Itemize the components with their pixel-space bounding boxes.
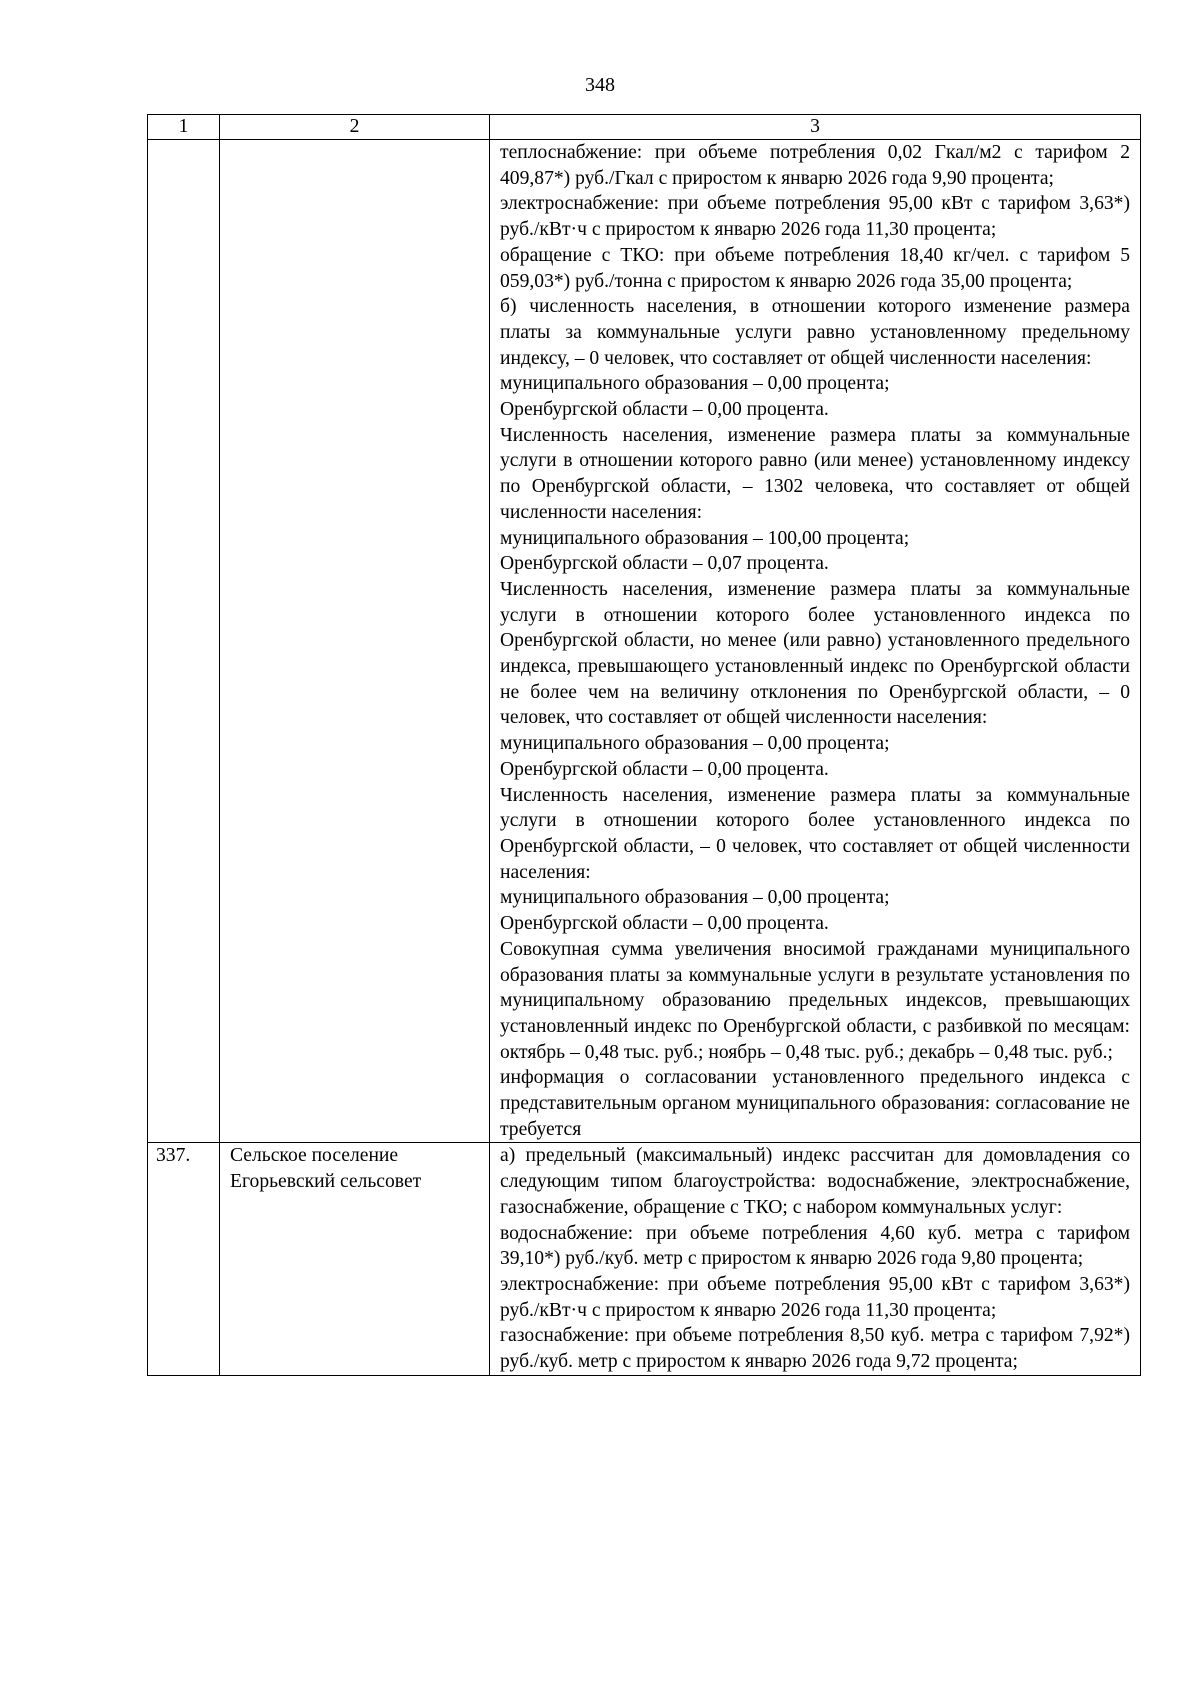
settlement-name-line: Егорьевский сельсовет — [230, 1171, 422, 1193]
paragraph: теплоснабжение: при объеме потребления 0,02 Гкал/м2 с тарифом 2 409,87*) руб./Гкал с приростом к январю 2026 года 9,90 процента; — [500, 142, 1130, 189]
paragraph: обращение с ТКО: при объеме потребления 18,40 кг/чел. с тарифом 5 059,03*) руб./тонна с приростом к январю 2026 года 35,00 процента; — [500, 244, 1130, 292]
description-cell — [490, 140, 1141, 1143]
paragraph: Оренбургской области – 0,00 процента. — [500, 399, 829, 421]
paragraph: муниципального образования – 0,00 процента; — [500, 733, 890, 755]
paragraph: Численность населения, изменение размера платы за коммунальные услуги в отношении которого равно (или менее) установленному индексу по Оренбургской области, – 1302 человека, что составляет от общей численности населения: — [500, 424, 1130, 523]
header-col-3: 3 — [490, 115, 1141, 140]
document-table — [147, 114, 1141, 1376]
paragraph: водоснабжение: при объеме потребления 4,60 куб. метра с тарифом 39,10*) руб./куб. метр с приростом к январю 2026 года 9,80 процента; — [500, 1222, 1130, 1270]
paragraph: электроснабжение: при объеме потребления 95,00 кВт с тарифом 3,63*) руб./кВт·ч с приростом к январю 2026 года 11,30 процента; — [500, 1273, 1130, 1321]
paragraph: муниципального образования – 0,00 процента; — [500, 887, 890, 909]
header-col-2: 2 — [220, 115, 490, 140]
paragraph: газоснабжение: при объеме потребления 8,50 куб. метра с тарифом 7,92*) руб./куб. метр с приростом к январю 2026 года 9,72 процента; — [500, 1325, 1130, 1373]
table-header-row — [148, 115, 1141, 140]
paragraph: Совокупная сумма увеличения вносимой гражданами муниципального образования платы за коммунальные услуги в результате установления по муниципальному образованию предельных индексов, превышающих установленный индекс по Оренбургской области, с разбивкой по месяцам: октябрь – 0,48 тыс. руб.; ноябрь – 0,48 тыс. руб.; декабрь – 0,48 тыс. руб.; — [500, 938, 1130, 1063]
header-col-1: 1 — [148, 115, 220, 140]
settlement-name-cell — [220, 1143, 490, 1375]
page-number: 348 — [585, 74, 615, 96]
table-row — [148, 1143, 1141, 1375]
paragraph: Оренбургской области – 0,00 процента. — [500, 758, 829, 780]
paragraph: электроснабжение: при объеме потребления 95,00 кВт с тарифом 3,63*) руб./кВт·ч с приростом к январю 2026 года 11,30 процента; — [500, 193, 1130, 241]
paragraph: Численность населения, изменение размера платы за коммунальные услуги в отношении которого более установленного индекса по Оренбургской области, но менее (или равно) установленного предельного индекса, превышающего установленный индекс по Оренбургской области не более чем на величину отклонения по Оренбургской области, – 0 человек, что составляет от общей численности населения: — [500, 578, 1130, 729]
paragraph: муниципального образования – 100,00 процента; — [500, 527, 910, 549]
paragraph: муниципального образования – 0,00 процента; — [500, 373, 890, 395]
paragraph: Оренбургской области – 0,07 процента. — [500, 553, 829, 575]
row-number-cell: 337. — [148, 1143, 220, 1375]
paragraph: Оренбургской области – 0,00 процента. — [500, 913, 829, 935]
description-cell — [490, 1143, 1141, 1375]
settlement-name-cell — [220, 140, 490, 1143]
paragraph: информация о согласовании установленного предельного индекса с представительным органом муниципального образования: согласование не требуется — [500, 1067, 1130, 1140]
table-row — [148, 140, 1141, 1143]
paragraph: а) предельный (максимальный) индекс рассчитан для домовладения со следующим типом благоустройства: водоснабжение, электроснабжение, газоснабжение, обращение с ТКО; с набором коммунальных услуг: — [500, 1145, 1130, 1218]
row-number-cell — [148, 140, 220, 1143]
paragraph: б) численность населения, в отношении которого изменение размера платы за коммунальные услуги равно установленному предельному индексу, – 0 человек, что составляет от общей численности населения: — [500, 296, 1130, 369]
settlement-name-line: Сельское поселение — [230, 1145, 399, 1167]
paragraph: Численность населения, изменение размера платы за коммунальные услуги в отношении которого более установленного индекса по Оренбургской области, – 0 человек, что составляет от общей численности населения: — [500, 784, 1130, 883]
